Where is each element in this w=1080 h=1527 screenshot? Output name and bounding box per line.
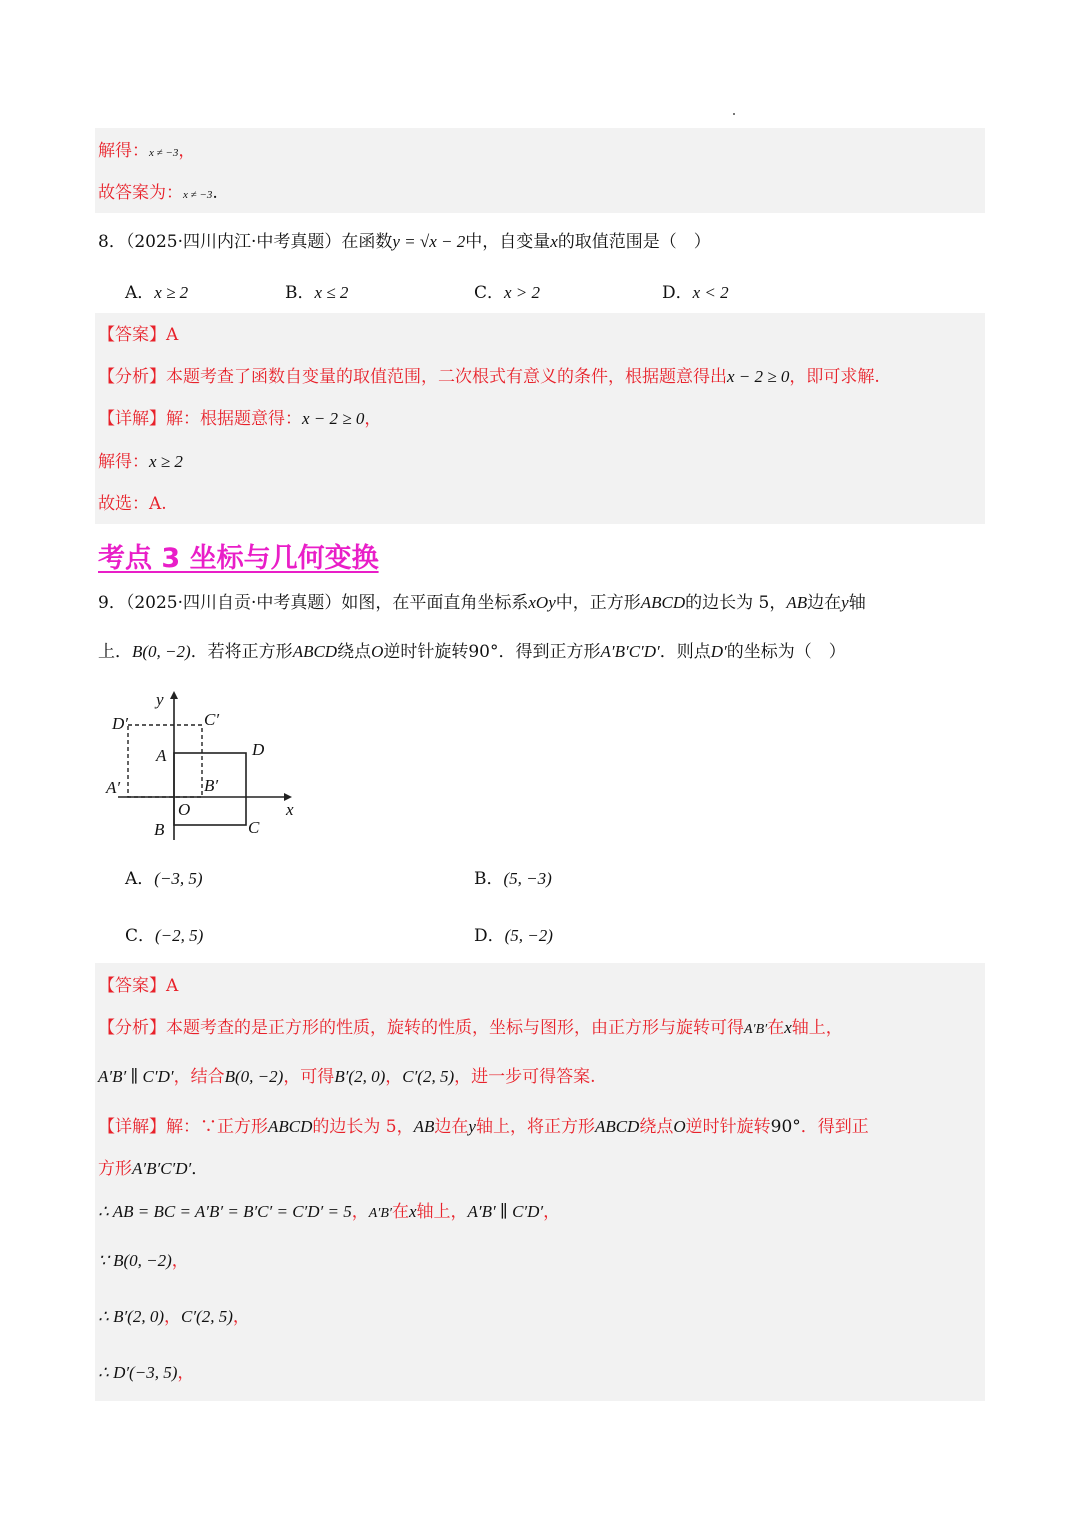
- q9-option-d: D．(5, −2): [474, 926, 553, 946]
- label-x: x: [286, 800, 294, 819]
- label-c: C: [248, 818, 260, 837]
- label-d-prime: D′: [112, 714, 128, 733]
- q9-option-a: A．(−3, 5): [125, 869, 203, 889]
- q9-step1: ∴ AB = BC = A′B′ = B′C′ = C′D′ = 5，A′B′在x轴上，A′B′ ∥ C′D′，: [98, 1202, 561, 1222]
- stray-dot: [733, 113, 735, 115]
- q8-detail: 【详解】解：根据题意得：x − 2 ≥ 0，: [98, 409, 382, 429]
- label-a-prime: A′: [106, 778, 121, 797]
- label-y: y: [156, 690, 164, 709]
- q8-stem: 8．（2025·四川内江·中考真题）在函数y = √x − 2中，自变量x的取值范围是（ ）: [98, 232, 711, 252]
- prev-solve-line: 解得：x ≠ −3，: [98, 141, 196, 161]
- q9-analysis-line2: A′B′ ∥ C′D′，结合B(0, −2)，可得B′(2, 0)，C′(2, 5)，进一步可得答案.: [98, 1067, 596, 1087]
- q9-option-b: B．(5, −3): [474, 869, 552, 889]
- rotation-figure: [100, 685, 310, 845]
- prev-solution-box: [95, 128, 985, 213]
- q8-solve: 解得：x ≥ 2: [98, 452, 183, 472]
- q8-option-b: B．x ≤ 2: [285, 283, 349, 303]
- label-d: D: [252, 740, 265, 759]
- label-c-prime: C′: [204, 710, 220, 729]
- q9-step2: ∵ B(0, −2)，: [98, 1251, 189, 1271]
- q8-option-a: A．x ≥ 2: [125, 283, 189, 303]
- q8-option-c: C．x > 2: [474, 283, 541, 303]
- section-heading: 考点 3 坐标与几何变换: [98, 543, 379, 574]
- q8-analysis: 【分析】本题考查了函数自变量的取值范围，二次根式有意义的条件，根据题意得出x − 2 ≥ 0，即可求解.: [98, 367, 880, 387]
- q9-detail-line2: 方形A′B′C′D′．: [98, 1159, 209, 1179]
- q9-stem-line2: 上．B(0, −2)．若将正方形ABCD绕点O逆时针旋转90°．得到正方形A′B′C′D′．则点D′的坐标为（ ）: [98, 642, 846, 662]
- q9-answer: 【答案】A: [98, 976, 179, 996]
- q9-stem-line1: 9．（2025·四川自贡·中考真题）如图，在平面直角坐标系xOy中，正方形ABCD的边长为 5，AB边在y轴: [98, 593, 866, 613]
- label-a: A: [156, 746, 167, 765]
- q9-step3: ∴ B′(2, 0)，C′(2, 5)，: [98, 1307, 250, 1327]
- q9-detail-line1: 【详解】解：∵正方形ABCD的边长为 5，AB边在y轴上，将正方形ABCD绕点O逆时针旋转90°．得到正: [98, 1117, 869, 1137]
- q8-choose: 故选：A.: [98, 494, 167, 514]
- q9-analysis-line1: 【分析】本题考查的是正方形的性质，旋转的性质，坐标与图形，由正方形与旋转可得A′B′在x轴上，: [98, 1018, 843, 1038]
- label-o: O: [178, 800, 191, 819]
- q8-option-d: D．x < 2: [662, 283, 729, 303]
- label-b-prime: B′: [204, 776, 219, 795]
- q8-answer: 【答案】A: [98, 325, 179, 345]
- q9-step4: ∴ D′(−3, 5)，: [98, 1363, 195, 1383]
- label-b: B: [154, 820, 165, 839]
- y-axis-arrow: [170, 691, 178, 699]
- prev-answer-line: 故答案为：x ≠ −3.: [98, 183, 218, 203]
- q9-option-c: C．(−2, 5): [125, 926, 204, 946]
